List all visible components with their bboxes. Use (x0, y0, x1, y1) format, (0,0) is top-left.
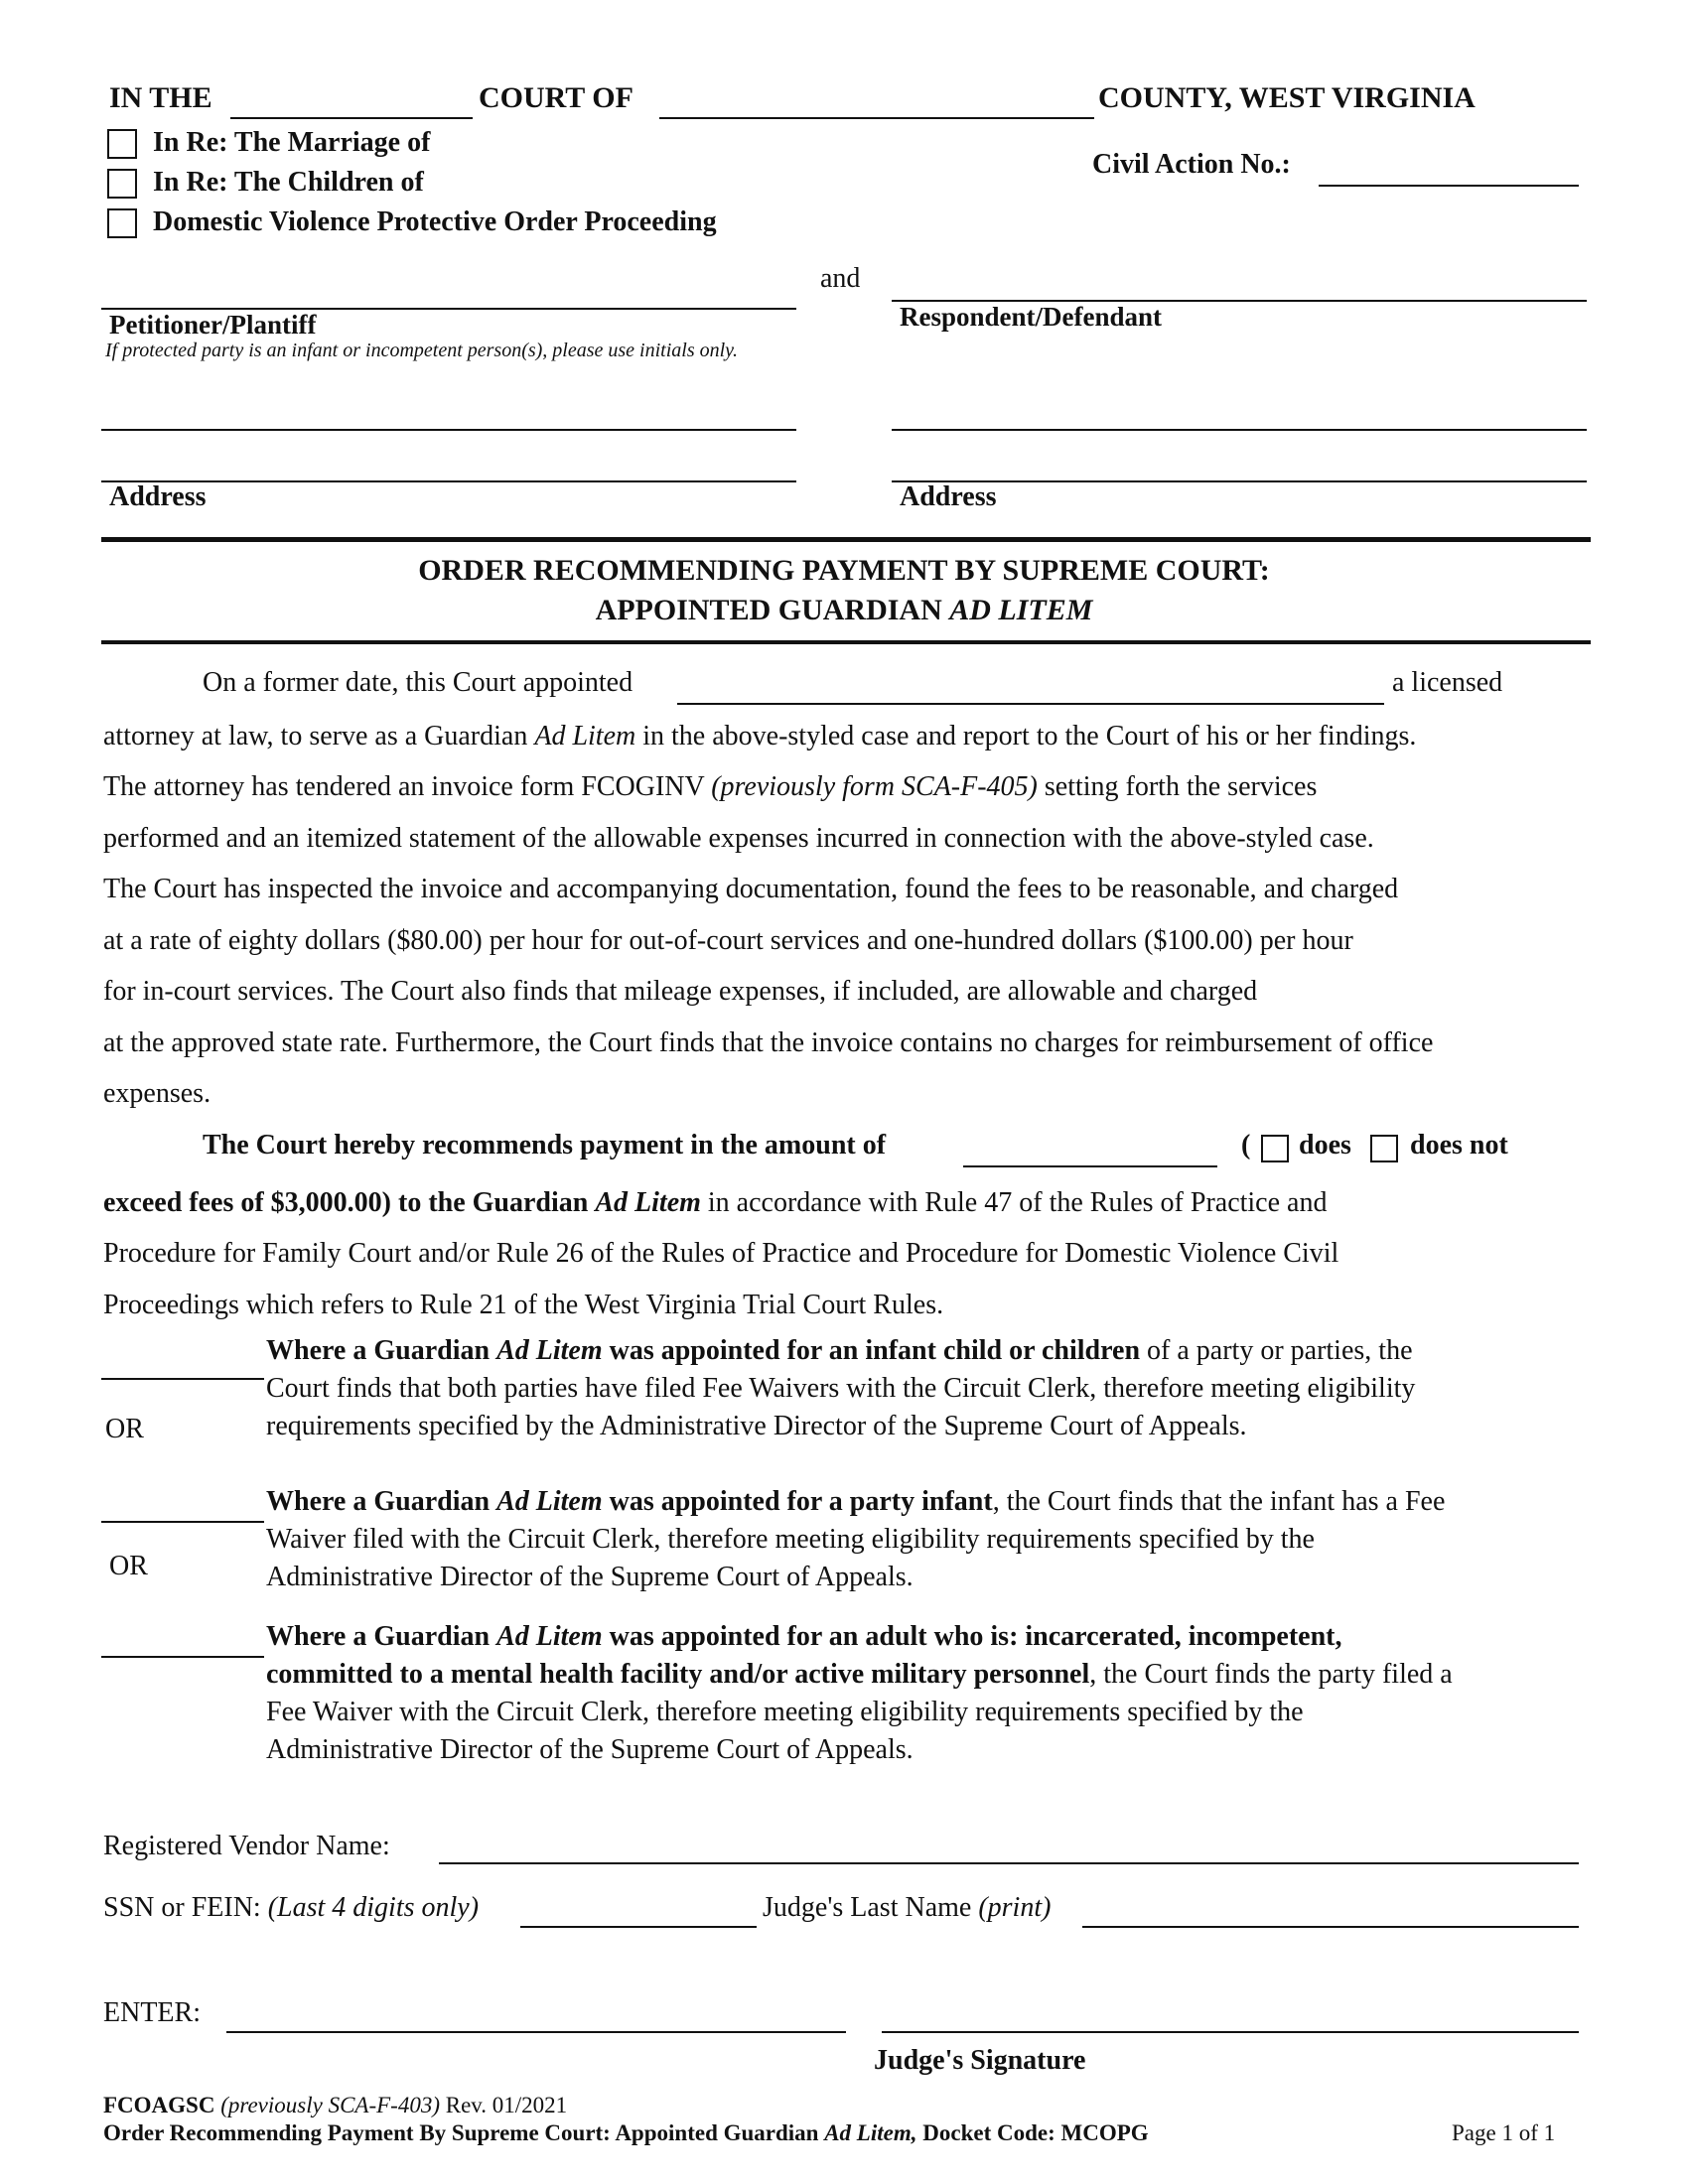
option1-line-3: requirements specified by the Administrative Director of the Supreme Court of Appeals. (266, 1411, 1247, 1441)
does-not-label: does not (1410, 1130, 1508, 1160)
petitioner-address-line1[interactable] (101, 393, 796, 431)
body-line-5: The Court has inspected the invoice and accompanying documentation, found the fees to be reasonable, and charged (103, 874, 1399, 904)
ssn-label: SSN or FEIN: (Last 4 digits only) (103, 1892, 480, 1923)
option2-line-1: Where a Guardian Ad Litem was appointed for a party infant, the Court finds that the infant has a Fee (266, 1486, 1446, 1517)
infant-note: If protected party is an infant or incompetent person(s), please use initials only. (105, 340, 738, 361)
body-line-6: at a rate of eighty dollars ($80.00) per hour for out-of-court services and one-hundred dollars ($100.00) per hour (103, 925, 1353, 956)
does-checkbox[interactable] (1261, 1135, 1289, 1162)
form-code: FCOAGSC (previously SCA-F-403) Rev. 01/2021 (103, 2093, 568, 2117)
enter-date-field[interactable] (226, 1995, 846, 2033)
judge-signature-field[interactable] (882, 1995, 1579, 2033)
petitioner-name-field[interactable] (101, 272, 796, 310)
does-label: does (1299, 1130, 1351, 1160)
option2-line-3: Administrative Director of the Supreme Court of Appeals. (266, 1562, 914, 1592)
option1-line-2: Court finds that both parties have filed Fee Waivers with the Circuit Clerk, therefore meeting eligibility (266, 1373, 1416, 1404)
marriage-checkbox[interactable] (107, 129, 137, 159)
dv-protective-order-label: Domestic Violence Protective Order Proceeding (153, 206, 717, 237)
caption-county: COUNTY, WEST VIRGINIA (1098, 81, 1476, 114)
option1-initial-field[interactable] (101, 1342, 264, 1380)
enter-label: ENTER: (103, 1997, 201, 2028)
children-label: In Re: The Children of (153, 167, 424, 198)
ssn-fein-field[interactable] (520, 1890, 757, 1928)
caption-court-of: COURT OF (479, 81, 633, 114)
option3-line-3: Fee Waiver with the Circuit Clerk, therefore meeting eligibility requirements specified by the (266, 1697, 1304, 1727)
option3-line-4: Administrative Director of the Supreme Court of Appeals. (266, 1734, 914, 1765)
footer-title: Order Recommending Payment By Supreme Court: Appointed Guardian Ad Litem, Docket Code: MCOPG (103, 2120, 1149, 2145)
title-bottom-rule (101, 640, 1591, 644)
p1-end: a licensed (1392, 667, 1503, 698)
and-label: and (820, 263, 861, 294)
civil-action-label: Civil Action No.: (1092, 149, 1291, 180)
body-line-2: attorney at law, to serve as a Guardian Ad Litem in the above-styled case and report to the Court of his or her findings. (103, 721, 1417, 751)
title-line2: APPOINTED GUARDIAN AD LITEM (595, 594, 1093, 626)
vendor-name-field[interactable] (439, 1827, 1579, 1864)
body-line-3: The attorney has tendered an invoice form FCOGINV (previously form SCA-F-405) setting forth the services (103, 771, 1318, 802)
petitioner-label: Petitioner/Plantiff (109, 310, 317, 340)
body-line-7: for in-court services. The Court also finds that mileage expenses, if included, are allowable and charged (103, 976, 1258, 1007)
court-type-field[interactable] (230, 81, 473, 119)
option3-initial-field[interactable] (101, 1620, 264, 1658)
paren-open: ( (1241, 1130, 1251, 1160)
option2-line-2: Waiver filed with the Circuit Clerk, therefore meeting eligibility requirements specified by the (266, 1524, 1315, 1555)
recommend-label: The Court hereby recommends payment in the amount of (203, 1130, 887, 1160)
recommend-line-2: exceed fees of $3,000.00) to the Guardian Ad Litem in accordance with Rule 47 of the Rules of Practice and (103, 1187, 1328, 1218)
respondent-address-line2[interactable] (892, 445, 1587, 482)
civil-action-number-field[interactable] (1319, 149, 1579, 187)
petitioner-address-label: Address (109, 481, 207, 512)
children-checkbox[interactable] (107, 169, 137, 199)
judge-last-name-label: Judge's Last Name (print) (763, 1892, 1052, 1923)
county-name-field[interactable] (659, 81, 1094, 119)
payment-amount-field[interactable] (963, 1130, 1217, 1167)
does-not-checkbox[interactable] (1370, 1135, 1398, 1162)
title-line1: ORDER RECOMMENDING PAYMENT BY SUPREME COURT: (418, 554, 1270, 587)
caption-in-the: IN THE (109, 81, 212, 114)
page-number: Page 1 of 1 (1452, 2120, 1556, 2145)
body-line-9: expenses. (103, 1078, 211, 1109)
option2-initial-field[interactable] (101, 1485, 264, 1523)
p1-start: On a former date, this Court appointed (203, 667, 633, 698)
vendor-label: Registered Vendor Name: (103, 1831, 390, 1861)
respondent-label: Respondent/Defendant (900, 302, 1163, 332)
dv-protective-order-checkbox[interactable] (107, 208, 137, 238)
title-top-rule (101, 537, 1591, 542)
body-line-4: performed and an itemized statement of the allowable expenses incurred in connection with the above-styled case. (103, 823, 1374, 854)
or-label-1: OR (105, 1414, 144, 1444)
judge-last-name-field[interactable] (1082, 1890, 1579, 1928)
recommend-line-3: Procedure for Family Court and/or Rule 26 of the Rules of Practice and Procedure for Domestic Violence Civil (103, 1238, 1339, 1269)
option1-line-1: Where a Guardian Ad Litem was appointed for an infant child or children of a party or parties, the (266, 1335, 1413, 1366)
body-line-8: at the approved state rate. Furthermore, the Court finds that the invoice contains no charges for reimbursement of office (103, 1027, 1434, 1058)
respondent-address-label: Address (900, 481, 997, 512)
option3-line-2: committed to a mental health facility and/or active military personnel, the Court finds the party filed a (266, 1659, 1453, 1690)
judge-signature-label: Judge's Signature (874, 2045, 1086, 2076)
or-label-2: OR (109, 1551, 148, 1581)
option3-line-1: Where a Guardian Ad Litem was appointed for an adult who is: incarcerated, incompetent, (266, 1621, 1342, 1652)
marriage-label: In Re: The Marriage of (153, 127, 431, 158)
recommend-line-4: Proceedings which refers to Rule 21 of the West Virginia Trial Court Rules. (103, 1290, 944, 1320)
appointed-attorney-field[interactable] (677, 667, 1384, 705)
respondent-name-field[interactable] (892, 264, 1587, 302)
petitioner-address-line2[interactable] (101, 445, 796, 482)
respondent-address-line1[interactable] (892, 393, 1587, 431)
